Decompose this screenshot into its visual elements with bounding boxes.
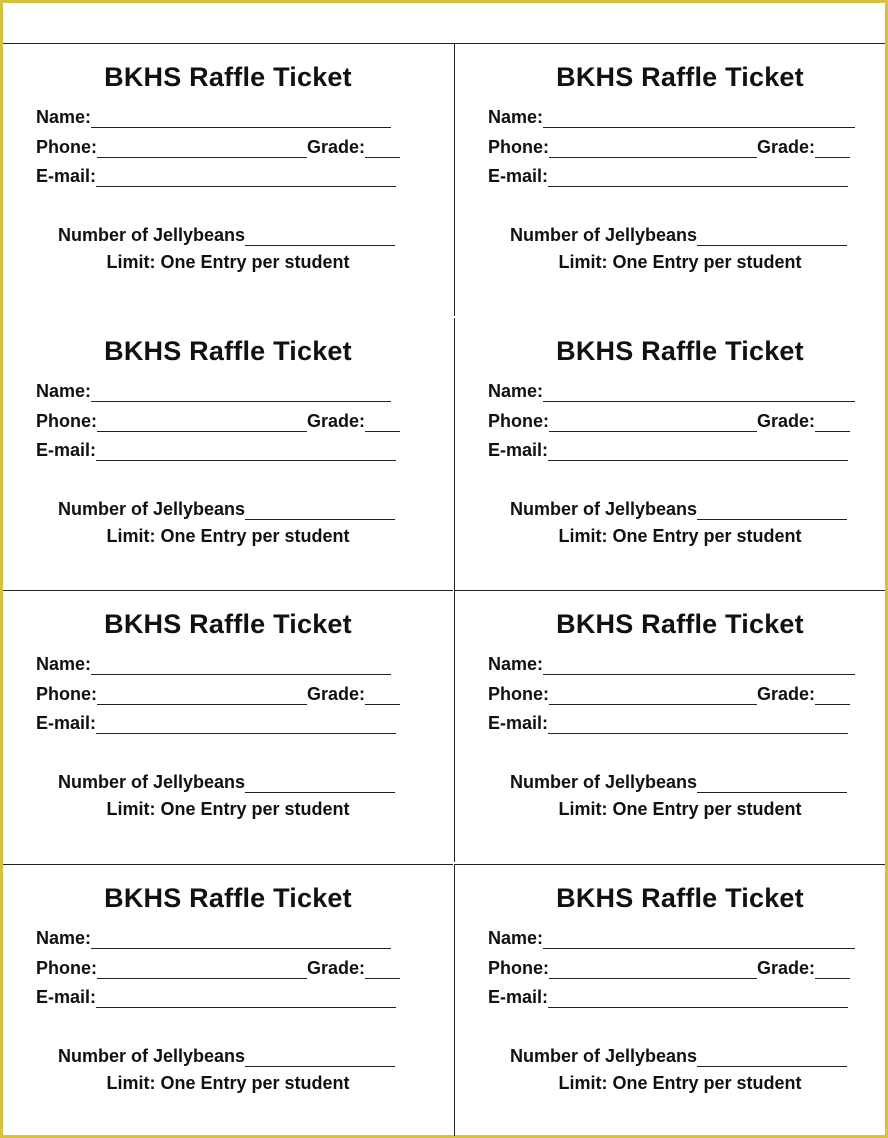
limit-note: Limit: One Entry per student [106,252,350,272]
jellybean-field[interactable] [697,772,847,793]
email-label: E-mail: [36,440,97,460]
grade-field[interactable] [365,137,400,158]
ticket-title: BKHS Raffle Ticket [104,883,352,913]
jellybean-label: Number of Jellybeans [510,499,698,519]
name-label: Name: [36,654,92,674]
phone-field[interactable] [549,411,757,432]
email-field[interactable] [96,166,396,187]
phone-label: Phone: [36,684,97,704]
raffle-ticket [3,864,453,1136]
email-row [36,984,396,1008]
jellybean-row [510,222,847,246]
email-row [36,437,396,461]
phone-field[interactable] [549,684,757,705]
email-field[interactable] [96,987,396,1008]
jellybean-field[interactable] [245,1046,395,1067]
jellybean-label: Number of Jellybeans [510,772,698,792]
phone-field[interactable] [549,958,757,979]
jellybean-label: Number of Jellybeans [58,225,246,245]
phone-row [488,681,850,705]
raffle-ticket [3,318,453,590]
phone-row [36,408,400,432]
jellybean-label: Number of Jellybeans [58,772,246,792]
jellybean-field[interactable] [245,499,395,520]
email-field[interactable] [96,713,396,734]
ticket-title: BKHS Raffle Ticket [556,883,804,913]
name-label: Name: [36,928,92,948]
name-label: Name: [488,381,544,401]
name-field[interactable] [543,107,855,128]
name-row [488,925,855,949]
phone-label: Phone: [488,684,549,704]
jellybean-row [58,769,395,793]
phone-label: Phone: [488,958,549,978]
ticket-title: BKHS Raffle Ticket [556,336,804,366]
grade-label: Grade: [307,958,366,978]
ticket-title: BKHS Raffle Ticket [104,336,352,366]
raffle-ticket [454,864,885,1136]
raffle-ticket [3,590,453,862]
grade-label: Grade: [307,684,366,704]
name-field[interactable] [543,928,855,949]
name-label: Name: [488,928,544,948]
email-row [488,984,848,1008]
email-field[interactable] [548,440,848,461]
jellybean-row [58,1043,395,1067]
email-field[interactable] [548,987,848,1008]
grade-field[interactable] [815,411,850,432]
grade-field[interactable] [365,958,400,979]
jellybean-row [58,496,395,520]
name-field[interactable] [91,654,391,675]
jellybean-label: Number of Jellybeans [510,1046,698,1066]
phone-row [36,134,400,158]
grade-label: Grade: [757,684,816,704]
name-field[interactable] [91,928,391,949]
grade-label: Grade: [757,958,816,978]
phone-label: Phone: [488,411,549,431]
phone-field[interactable] [97,684,307,705]
name-row [488,651,855,675]
limit-note: Limit: One Entry per student [106,526,350,546]
jellybean-field[interactable] [697,225,847,246]
jellybean-row [510,1043,847,1067]
phone-row [488,408,850,432]
email-label: E-mail: [36,713,97,733]
name-row [36,378,391,402]
limit-note: Limit: One Entry per student [558,799,802,819]
email-field[interactable] [548,166,848,187]
jellybean-field[interactable] [697,499,847,520]
email-field[interactable] [548,713,848,734]
limit-note: Limit: One Entry per student [106,1073,350,1093]
phone-row [36,681,400,705]
raffle-ticket [3,44,453,316]
phone-label: Phone: [36,958,97,978]
name-label: Name: [488,654,544,674]
jellybean-row [510,769,847,793]
grade-label: Grade: [757,137,816,157]
jellybean-field[interactable] [245,772,395,793]
name-label: Name: [36,107,92,127]
limit-note: Limit: One Entry per student [558,252,802,272]
grade-field[interactable] [815,137,850,158]
phone-field[interactable] [97,958,307,979]
email-label: E-mail: [488,987,549,1007]
raffle-ticket [454,318,885,590]
email-row [36,163,396,187]
email-label: E-mail: [488,440,549,460]
limit-note: Limit: One Entry per student [558,526,802,546]
email-label: E-mail: [36,987,97,1007]
name-field[interactable] [543,381,855,402]
phone-label: Phone: [36,137,97,157]
name-row [488,378,855,402]
phone-row [488,134,850,158]
phone-field[interactable] [97,411,307,432]
jellybean-label: Number of Jellybeans [58,1046,246,1066]
email-label: E-mail: [488,713,549,733]
name-row [36,925,391,949]
ticket-grid [3,43,885,1136]
email-label: E-mail: [36,166,97,186]
phone-label: Phone: [36,411,97,431]
email-row [488,163,848,187]
jellybean-row [58,222,395,246]
name-field[interactable] [91,381,391,402]
grade-field[interactable] [815,958,850,979]
grade-field[interactable] [365,411,400,432]
email-field[interactable] [96,440,396,461]
name-row [36,104,391,128]
grade-label: Grade: [307,137,366,157]
phone-row [488,955,850,979]
grade-field[interactable] [365,684,400,705]
jellybean-row [510,496,847,520]
name-label: Name: [488,107,544,127]
email-row [36,710,396,734]
ticket-title: BKHS Raffle Ticket [104,62,352,92]
raffle-ticket [454,44,885,316]
limit-note: Limit: One Entry per student [106,799,350,819]
email-row [488,437,848,461]
phone-field[interactable] [97,137,307,158]
ticket-title: BKHS Raffle Ticket [104,609,352,639]
name-field[interactable] [543,654,855,675]
raffle-ticket [454,590,885,862]
ticket-title: BKHS Raffle Ticket [556,609,804,639]
phone-field[interactable] [549,137,757,158]
jellybean-field[interactable] [245,225,395,246]
jellybean-label: Number of Jellybeans [510,225,698,245]
name-field[interactable] [91,107,391,128]
name-label: Name: [36,381,92,401]
jellybean-field[interactable] [697,1046,847,1067]
jellybean-label: Number of Jellybeans [58,499,246,519]
ticket-title: BKHS Raffle Ticket [556,62,804,92]
email-label: E-mail: [488,166,549,186]
grade-field[interactable] [815,684,850,705]
grade-label: Grade: [757,411,816,431]
name-row [488,104,855,128]
limit-note: Limit: One Entry per student [558,1073,802,1093]
phone-row [36,955,400,979]
phone-label: Phone: [488,137,549,157]
email-row [488,710,848,734]
grade-label: Grade: [307,411,366,431]
name-row [36,651,391,675]
